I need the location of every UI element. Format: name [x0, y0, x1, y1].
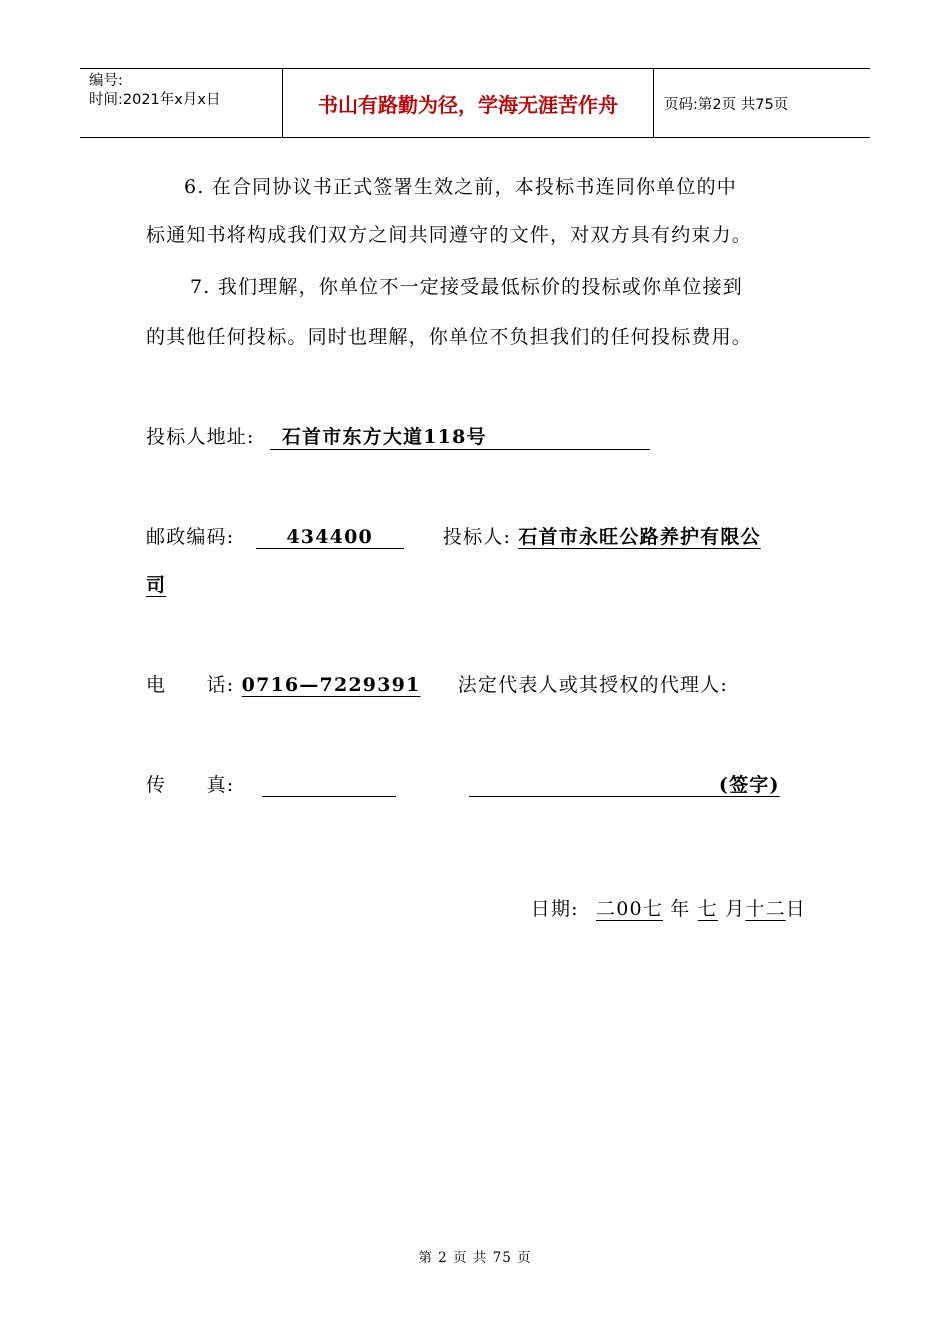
bidder-value: 石首市永旺公路养护有限公 — [518, 526, 761, 548]
document-number-label: 编号: — [89, 73, 123, 89]
header-meta — [80, 69, 282, 137]
bidder-value-continued: 司 — [146, 574, 167, 596]
postcode-value: 434400 — [286, 526, 373, 548]
representative-label: 法定代表人或其授权的代理人: — [457, 674, 728, 696]
date-year: 二00七 — [596, 898, 664, 920]
fax-label: 传 真: — [146, 774, 235, 796]
address-field — [270, 422, 650, 450]
signature-line — [469, 776, 719, 797]
bidder-label: 投标人: — [442, 526, 512, 548]
clause-6-line-2: 标通知书将构成我们双方之间共同遵守的文件，对双方具有约束力。 — [146, 224, 753, 246]
phone-label: 电 话: — [146, 674, 235, 696]
document-header — [80, 68, 870, 138]
signature-label: (签字) — [718, 774, 780, 796]
postcode-field — [256, 526, 404, 549]
clause-7-line-2: 的其他任何投标。同时也理解，你单位不负担我们的任何投标费用。 — [146, 326, 753, 348]
header-page-info: 页码:第2页 共75页 — [664, 96, 789, 113]
date-label: 日期: — [530, 898, 579, 920]
postcode-bidder-row — [146, 522, 806, 549]
document-time: 时间:2021年x月x日 — [89, 92, 221, 108]
postcode-label: 邮政编码: — [146, 526, 235, 548]
clause-6-line-1: 6. 在合同协议书正式签署生效之前，本投标书连同你单位的中 — [184, 176, 737, 198]
date-year-suffix: 年 — [670, 898, 691, 920]
date-month-suffix: 月 — [725, 898, 746, 920]
date-day-suffix: 日 — [785, 898, 806, 920]
fax-signature-row — [146, 770, 806, 797]
date-row — [146, 894, 806, 921]
date-month: 七 — [697, 898, 718, 920]
date-day: 十二 — [745, 898, 786, 920]
fax-field — [262, 776, 396, 797]
clause-7-line-1: 7. 我们理解，你单位不一定接受最低标价的投标或你单位接到 — [190, 276, 743, 298]
address-row — [146, 422, 806, 450]
phone-row — [146, 670, 806, 697]
phone-value: 0716—7229391 — [241, 674, 421, 696]
page-footer: 第 2 页 共 75 页 — [418, 1250, 532, 1266]
address-value: 石首市东方大道118号 — [281, 426, 487, 448]
header-motto: 书山有路勤为径，学海无涯苦作舟 — [282, 69, 654, 137]
address-label: 投标人地址: — [146, 426, 255, 448]
